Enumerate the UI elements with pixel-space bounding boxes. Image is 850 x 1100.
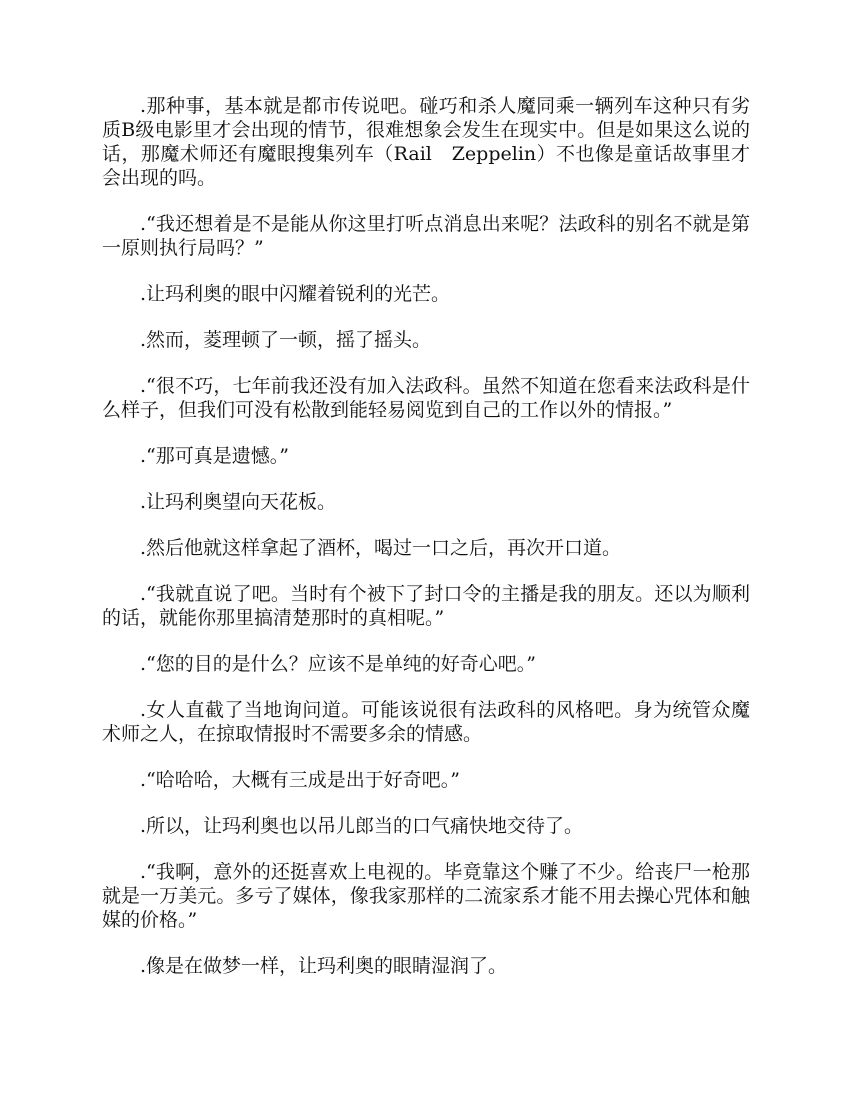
paragraph-13: .所以，让玛利奥也以吊儿郎当的口气痛快地交待了。 [140,815,584,837]
paragraph-15: .像是在做梦一样，让玛利奥的眼睛湿润了。 [140,955,508,977]
paragraph-2: .“我还想着是不是能从你这里打听点消息出来呢？法政科的别名不就是第一原则执行局吗？” [102,213,750,259]
paragraph-6: .“那可真是遗憾。” [140,445,289,467]
paragraph-14: .“我啊，意外的还挺喜欢上电视的。毕竟靠这个赚了不少。给丧尸一枪那就是一万美元。多亏了媒体，像我家那样的二流家系才能不用去操心咒体和触媒的价格。” [102,861,750,931]
paragraph-12: .“哈哈哈，大概有三成是出于好奇吧。” [140,769,460,791]
paragraph-11: .女人直截了当地询问道。可能该说很有法政科的风格吧。身为统管众魔术师之人，在掠取情报时不需要多余的情感。 [102,699,750,745]
paragraph-9: .“我就直说了吧。当时有个被下了封口令的主播是我的朋友。还以为顺利的话，就能你那里搞清楚那时的真相呢。” [102,583,750,629]
paragraph-3: .让玛利奥的眼中闪耀着锐利的光芒。 [140,283,451,305]
paragraph-7: .让玛利奥望向天花板。 [140,491,337,513]
paragraph-10: .“您的目的是什么？应该不是单纯的好奇心吧。” [140,653,536,675]
paragraph-1: .那种事，基本就是都市传说吧。碰巧和杀人魔同乘一辆列车这种只有劣质B级电影里才会出现的情节，很难想象会发生在现实中。但是如果这么说的话，那魔术师还有魔眼搜集列车（Rail Zeppelin）不也像是童话故事里才会出现的吗。 [102,95,750,189]
paragraph-4: .然而，菱理顿了一顿，摇了摇头。 [140,329,432,351]
document-body [102,94,750,1000]
paragraph-5: .“很不巧，七年前我还没有加入法政科。虽然不知道在您看来法政科是什么样子，但我们可没有松散到能轻易阅览到自己的工作以外的情报。” [102,375,750,421]
paragraph-8: .然后他就这样拿起了酒杯，喝过一口之后，再次开口道。 [140,537,622,559]
